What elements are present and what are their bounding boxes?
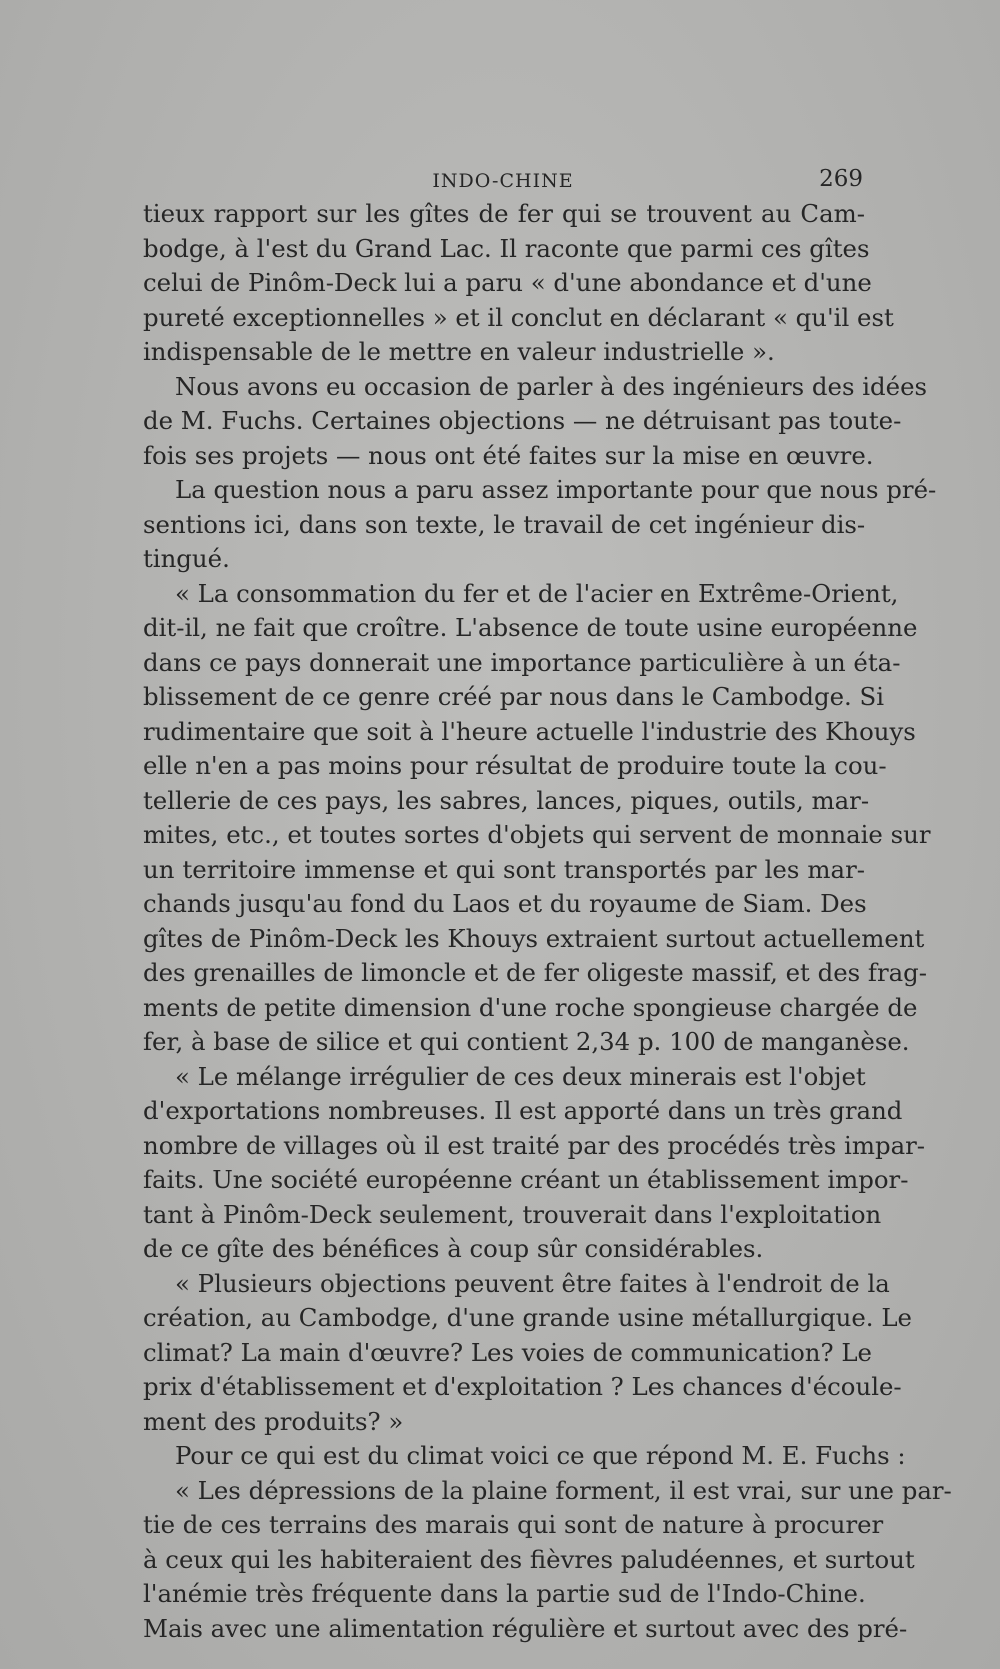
text-line: tingué. [143, 544, 230, 573]
text-line: Mais avec une alimentation régulière et surtout avec des pré- [143, 1613, 908, 1643]
text-line: rudimentaire que soit à l'heure actuelle l'industrie des Khouys [143, 716, 916, 746]
text-line: climat? La main d'œuvre? Les voies de communication? Le [143, 1337, 872, 1367]
text-line: fer, à base de silice et qui contient 2,34 p. 100 de manganèse. [143, 1027, 910, 1056]
text-line: elle n'en a pas moins pour résultat de produire toute la cou- [143, 751, 887, 780]
text-line: « La consommation du fer et de l'acier en Extrême-Orient, [175, 578, 899, 608]
text-line: l'anémie très fréquente dans la partie sud de l'Indo-Chine. [143, 1579, 866, 1608]
running-head [143, 166, 863, 196]
text-line: tieux rapport sur les gîtes de fer qui se trouvent au Cam- [143, 199, 865, 228]
body-text [143, 197, 952, 1646]
text-line: tellerie de ces pays, les sabres, lances, piques, outils, mar- [143, 785, 870, 815]
text-line: sentions ici, dans son texte, le travail de cet ingénieur dis- [143, 509, 866, 539]
running-title: INDO-CHINE [432, 170, 574, 192]
page-number: 269 [819, 166, 863, 192]
text-line: de ce gîte des bénéfices à coup sûr considérables. [143, 1234, 764, 1263]
text-line: pureté exceptionnelles » et il conclut en déclarant « qu'il est [143, 302, 894, 332]
text-line: prix d'établissement et d'exploitation ? Les chances d'écoule- [143, 1372, 902, 1401]
text-line: tie de ces terrains des marais qui sont de nature à procurer [143, 1510, 884, 1539]
text-line: indispensable de le mettre en valeur industrielle ». [143, 337, 775, 366]
text-line: gîtes de Pinôm-Deck les Khouys extraient surtout actuellement [143, 923, 925, 953]
text-line: ment des produits? » [143, 1406, 404, 1436]
text-line: un territoire immense et qui sont transportés par les mar- [143, 854, 865, 884]
text-line: celui de Pinôm-Deck lui a paru « d'une abondance et d'une [143, 268, 872, 297]
text-line: tant à Pinôm-Deck seulement, trouverait dans l'exploitation [143, 1199, 882, 1229]
text-line: d'exportations nombreuses. Il est apporté dans un très grand [143, 1096, 903, 1125]
text-line: mites, etc., et toutes sortes d'objets qui servent de monnaie sur [143, 820, 931, 849]
text-line: bodge, à l'est du Grand Lac. Il raconte que parmi ces gîtes [143, 233, 870, 263]
text-line: La question nous a paru assez importante pour que nous pré- [175, 475, 937, 504]
text-line: fois ses projets — nous ont été faites sur la mise en œuvre. [143, 440, 874, 470]
text-line: « Le mélange irrégulier de ces deux minerais est l'objet [175, 1061, 866, 1091]
text-line: à ceux qui les habiteraient des fièvres paludéennes, et surtout [143, 1544, 915, 1574]
text-line: création, au Cambodge, d'une grande usine métallurgique. Le [143, 1303, 912, 1332]
text-line: « Les dépressions de la plaine forment, il est vrai, sur une par- [175, 1475, 952, 1505]
text-line: blissement de ce genre créé par nous dans le Cambodge. Si [143, 682, 885, 711]
text-line: Nous avons eu occasion de parler à des ingénieurs des idées [175, 371, 928, 401]
text-line: « Plusieurs objections peuvent être faites à l'endroit de la [175, 1268, 890, 1298]
text-line: de M. Fuchs. Certaines objections — ne détruisant pas toute- [143, 406, 902, 435]
text-line: des grenailles de limoncle et de fer oligeste massif, et des frag- [143, 958, 928, 987]
text-line: nombre de villages où il est traité par des procédés très impar- [143, 1130, 926, 1160]
text-line: Pour ce qui est du climat voici ce que répond M. E. Fuchs : [175, 1441, 906, 1470]
text-line: dit-il, ne fait que croître. L'absence de toute usine européenne [143, 613, 918, 642]
text-line: faits. Une société européenne créant un établissement impor- [143, 1165, 909, 1194]
text-line: ments de petite dimension d'une roche spongieuse chargée de [143, 992, 918, 1022]
text-line: dans ce pays donnerait une importance particulière à un éta- [143, 647, 901, 677]
text-line: chands jusqu'au fond du Laos et du royaume de Siam. Des [143, 889, 867, 918]
